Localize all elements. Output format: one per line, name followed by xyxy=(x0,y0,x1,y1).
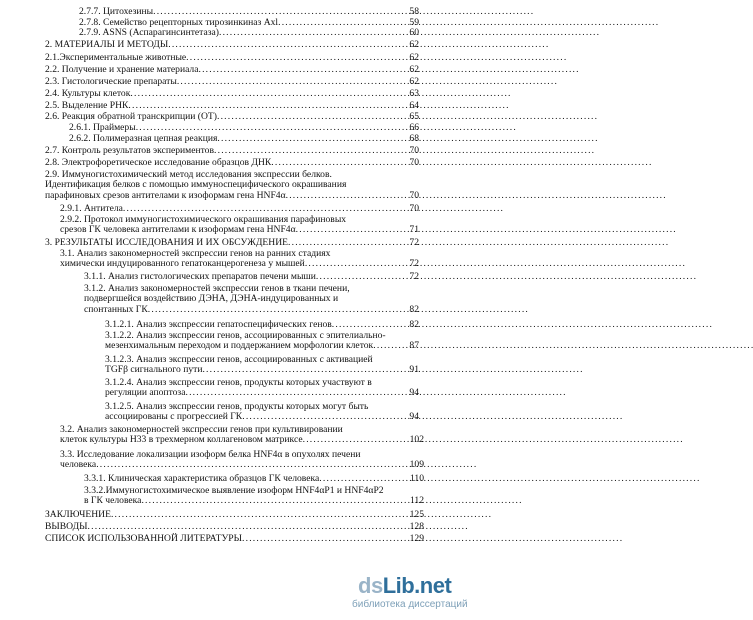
toc-entry xyxy=(79,7,419,17)
toc-entry xyxy=(69,123,419,133)
toc-entry xyxy=(84,486,424,507)
toc-entry-title: 2.7. Контроль результатов экспериментов xyxy=(45,145,214,156)
watermark-brand-lib: Lib.net xyxy=(382,573,452,598)
toc-entry-title: 2.6. Реакция обратной транскрипции (ОТ) xyxy=(45,111,217,122)
toc-entry-title: в ГК человека xyxy=(84,495,142,507)
dot-leader xyxy=(168,40,409,50)
dot-leader xyxy=(288,238,409,248)
toc-page-number: 82 xyxy=(409,303,419,315)
toc-entry-title: 2.7.9. ASNS (Аспарагинсинтетаза) xyxy=(79,27,219,38)
toc-page-number: 62 xyxy=(409,52,419,63)
toc-entry-title: 2.8. Электрофоретическое исследование образцов ДНК xyxy=(45,157,272,168)
toc-entry-title: парафиновых срезов антителами к изоформам гена HNF4α xyxy=(45,189,286,201)
toc-entry-title: 3. РЕЗУЛЬТАТЫ ИССЛЕДОВАНИЯ И ИХ ОБСУЖДЕНИЕ xyxy=(45,237,289,248)
dot-leader xyxy=(128,101,409,111)
toc-entry-title: 2.4. Культуры клеток xyxy=(45,88,131,99)
toc-entry-title: ассоциированы с прогрессией ГК xyxy=(105,411,243,423)
dot-leader xyxy=(305,259,410,269)
toc-entry xyxy=(60,215,419,236)
toc-page-number: 70 xyxy=(409,157,419,168)
toc-entry-title: ВЫВОДЫ xyxy=(45,521,88,532)
toc-page-number: 70 xyxy=(409,145,419,156)
toc-page-number: 59 xyxy=(409,17,419,28)
dslib-watermark-logo xyxy=(342,571,468,617)
toc-page-number: 129 xyxy=(409,533,424,544)
toc-page-number: 71 xyxy=(409,224,419,236)
toc-entry-title: клеток культуры H33 в трехмерном коллагеновом матриксе xyxy=(60,434,303,446)
toc-page-number: 62 xyxy=(409,64,419,75)
toc-entry-title: 2.3. Гистологические препараты xyxy=(45,76,177,87)
dot-leader xyxy=(319,474,410,484)
toc-entry xyxy=(60,425,424,446)
toc-entry-title: ЗАКЛЮЧЕНИЕ xyxy=(45,509,111,520)
toc-page-number: 62 xyxy=(409,39,419,50)
toc-page-number: 94 xyxy=(409,411,419,423)
toc-entry xyxy=(45,65,419,75)
dot-leader xyxy=(217,134,409,144)
dot-leader xyxy=(130,89,409,99)
toc-entry xyxy=(45,40,419,50)
toc-page-number: 72 xyxy=(409,271,419,282)
watermark-brand xyxy=(358,573,451,599)
toc-page-number: 62 xyxy=(409,76,419,87)
toc-entry-title: 3.3. Исследование локализации изоформ белка HNF4α в опухолях печени xyxy=(60,449,361,460)
toc-page-number: 60 xyxy=(409,27,419,38)
dot-leader xyxy=(316,272,409,282)
toc-page-number: 70 xyxy=(409,189,419,201)
toc-entry-title: 3.1.1. Анализ гистологических препаратов печени мыши xyxy=(84,271,316,282)
toc-entry-title: спонтанных ГК xyxy=(84,303,148,315)
dot-leader xyxy=(111,510,410,520)
dot-leader xyxy=(303,435,410,445)
dot-leader xyxy=(202,365,409,375)
toc-page-number: 65 xyxy=(409,111,419,122)
toc-page-number: 63 xyxy=(409,88,419,99)
dot-leader xyxy=(141,496,410,506)
toc-entry xyxy=(105,378,419,399)
dot-leader xyxy=(214,146,409,156)
toc-entry-title: 3.1.2. Анализ закономерностей экспрессии генов в ткани печени, xyxy=(84,283,350,294)
toc-entry-title: 3.2. Анализ закономерностей экспрессии генов при культивировании xyxy=(60,424,343,435)
toc-entry xyxy=(45,522,424,532)
toc-page-number: 125 xyxy=(409,509,424,520)
toc-entry-title: 2.9.1. Антитела xyxy=(60,203,123,214)
toc-entry-title: 2.2. Получение и хранение материала xyxy=(45,64,199,75)
toc-entry xyxy=(105,355,419,376)
toc-entry-title: 3.1.2.5. Анализ экспрессии генов, продукты которых могут быть xyxy=(105,401,369,412)
toc-page-number: 110 xyxy=(409,473,424,484)
toc-entry xyxy=(45,238,419,248)
watermark-subtitle: библиотека диссертаций xyxy=(352,599,468,610)
dot-leader xyxy=(153,7,409,17)
toc-entry-title: 2.1.Экспериментальные животные xyxy=(45,52,187,63)
toc-entry-title: Идентификация белков с помощью иммуноспецифического окрашивания xyxy=(45,179,347,191)
toc-entry xyxy=(105,331,419,352)
toc-entry xyxy=(69,134,419,144)
toc-page-number: 66 xyxy=(409,122,419,133)
toc-entry xyxy=(45,89,419,99)
toc-page-number: 87 xyxy=(409,340,419,352)
toc-page-number: 58 xyxy=(409,6,419,17)
toc-entry-title: 3.1.2.1. Анализ экспрессии гепатоспецифических генов xyxy=(105,319,332,330)
dot-leader xyxy=(217,112,409,122)
toc-entry xyxy=(60,450,424,471)
toc-page-number: 72 xyxy=(409,258,419,270)
toc-entry-title: 3.1. Анализ закономерностей экспрессии генов на ранних стадиях xyxy=(60,248,331,259)
toc-entry xyxy=(60,249,419,270)
toc-page-number: 91 xyxy=(409,364,419,376)
toc-page-number: 94 xyxy=(409,387,419,399)
toc-entry xyxy=(45,101,419,111)
toc-entry xyxy=(45,510,424,520)
dot-leader xyxy=(242,534,410,544)
toc-entry xyxy=(45,146,419,156)
dot-leader xyxy=(96,460,409,470)
toc-entry-title: срезов ГК человека антителами к изоформам гена HNF4α xyxy=(60,224,296,236)
dot-leader xyxy=(242,412,409,422)
toc-page-number: 109 xyxy=(409,459,424,471)
toc-entry-title: 2.7.8. Семейство рецепторных тирозинкиназ Axl xyxy=(79,17,279,28)
toc-entry-title: 2.7.7. Цитохезины xyxy=(79,6,154,17)
toc-page-number: 102 xyxy=(409,434,424,446)
toc-page-number: 70 xyxy=(409,203,419,214)
toc-entry xyxy=(84,284,419,315)
dot-leader xyxy=(373,341,409,351)
toc-entry-title: TGFβ сигнального пути xyxy=(105,364,203,376)
toc-entry-title: 3.3.1. Клиническая характеристика образцов ГК человека xyxy=(84,473,320,484)
toc-entry-title: 3.1.2.3. Анализ экспрессии генов, ассоциированных с активацией xyxy=(105,354,373,365)
toc-page-number: 64 xyxy=(409,100,419,111)
toc-entry xyxy=(45,112,419,122)
dot-leader xyxy=(148,305,410,315)
toc-entry-title: 2.6.2. Полимеразная цепная реакция xyxy=(69,133,218,144)
toc-page-number: 82 xyxy=(409,319,419,330)
toc-entry xyxy=(45,170,419,201)
toc-entry xyxy=(79,28,419,38)
toc-entry-title: 2.6.1. Праймеры xyxy=(69,122,136,133)
dot-leader xyxy=(185,388,409,398)
dot-leader xyxy=(219,28,409,38)
toc-page-number: 72 xyxy=(409,237,419,248)
toc-entry xyxy=(60,204,419,214)
dot-leader xyxy=(88,522,410,532)
toc-entry xyxy=(84,272,419,282)
toc-entry-title: 2.5. Выделение РНК xyxy=(45,100,129,111)
toc-entry-title: СПИСОК ИСПОЛЬЗОВАННОЙ ЛИТЕРАТУРЫ xyxy=(45,533,243,544)
toc-entry-title: 2.9. Иммуногистохимический метод исследования экспрессии белков. xyxy=(45,169,332,180)
dot-leader xyxy=(186,53,409,63)
toc-entry-title: 2.9.2. Протокол иммуногистохимического окрашивания парафиновых xyxy=(60,214,347,225)
toc-entry xyxy=(45,158,419,168)
dot-leader xyxy=(123,204,410,214)
watermark-brand-ds: ds xyxy=(358,573,383,598)
toc-page-number: 128 xyxy=(409,521,424,532)
toc-page-number: 112 xyxy=(409,495,424,507)
toc-entry-title: человека xyxy=(60,459,97,471)
toc-entry-title: 3.1.2.2. Анализ экспрессии генов, ассоциированных с эпителиально- xyxy=(105,330,386,341)
toc-entry-title: 2. МАТЕРИАЛЫ И МЕТОДЫ xyxy=(45,39,169,50)
toc-entry-title: 3.3.2.Иммуногистохимическое выявление изоформ HNF4αP1 и HNF4αP2 xyxy=(84,485,384,496)
toc-entry xyxy=(45,53,419,63)
toc-entry-title: мезенхимальным переходом и поддержанием морфологии клеток xyxy=(105,340,374,352)
toc-entry-title: подвергшейся воздействию ДЭНА, ДЭНА-индуцированных и xyxy=(84,293,339,305)
toc-entry-title: регуляции апоптоза xyxy=(105,387,186,399)
toc-entry-title: 3.1.2.4. Анализ экспрессии генов, продукты которых участвуют в xyxy=(105,377,372,388)
toc-entry-title: химически индуцированного гепатоканцерогенеза у мышей xyxy=(60,258,305,270)
dot-leader xyxy=(198,65,409,75)
toc-entry xyxy=(45,534,424,544)
toc-entry xyxy=(105,402,419,423)
dot-leader xyxy=(286,191,410,201)
dot-leader xyxy=(332,320,410,330)
toc-entry xyxy=(45,77,419,87)
dot-leader xyxy=(296,225,410,235)
dot-leader xyxy=(136,123,410,133)
toc-entry xyxy=(105,320,419,330)
toc-page-number: 68 xyxy=(409,133,419,144)
toc-entry xyxy=(84,474,424,484)
dot-leader xyxy=(271,158,409,168)
dot-leader xyxy=(177,77,410,87)
